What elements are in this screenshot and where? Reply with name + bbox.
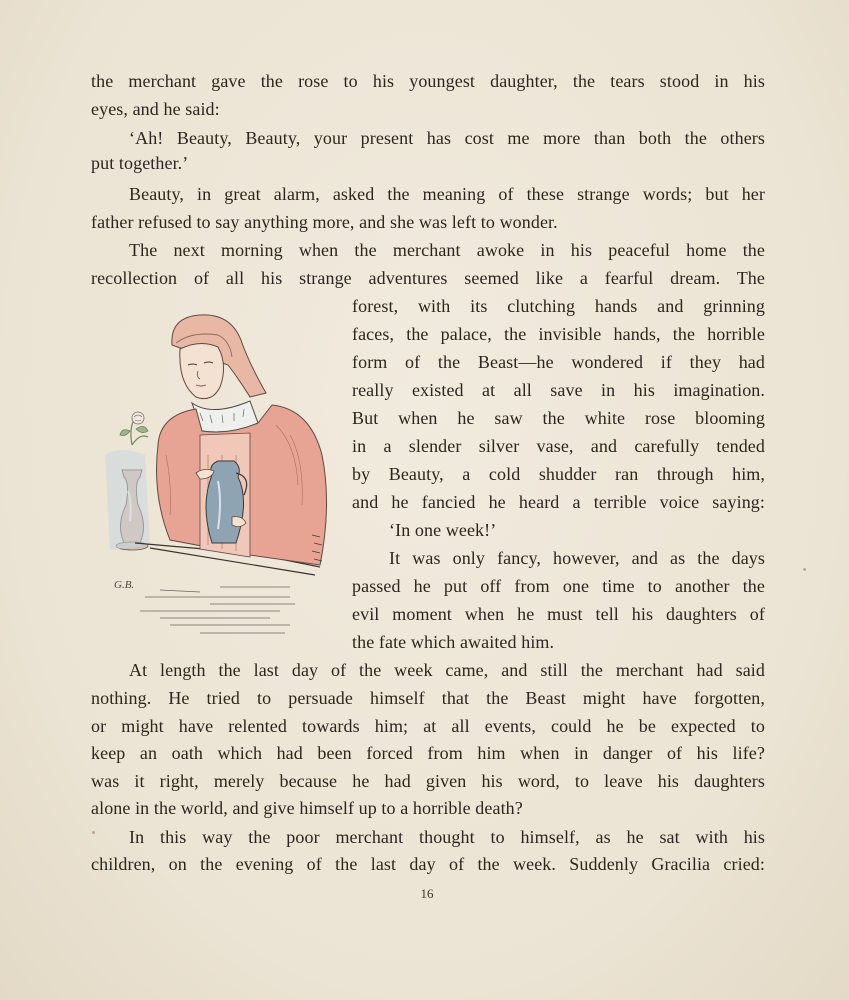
text-line: was it right, merely because he had given his word, to leave his daughters: [91, 771, 765, 791]
text-line: nothing. He tried to persuade himself that the Beast might have forgotten,: [91, 688, 765, 708]
text-line: ‘Ah! Beauty, Beauty, your present has cost me more than both the others: [129, 128, 765, 148]
text-line: by Beauty, a cold shudder ran through him,: [352, 464, 765, 484]
text-line: and he fancied he heard a terrible voice saying:: [352, 492, 765, 512]
illustrator-signature: G.B.: [114, 579, 135, 591]
text-line: form of the Beast—he wondered if they had: [352, 352, 765, 372]
text-line: the merchant gave the rose to his youngest daughter, the tears stood in his: [91, 71, 765, 91]
paper-speck: [803, 568, 806, 571]
text-line: or might have relented towards him; at all events, could he be expected to: [91, 716, 765, 736]
text-line: children, on the evening of the last day of the week. Suddenly Gracilia cried:: [91, 854, 765, 874]
text-line: It was only fancy, however, and as the days: [389, 548, 765, 568]
ground-hatching-icon: [140, 587, 295, 633]
text-line: alone in the world, and give himself up to a horrible death?: [91, 798, 523, 818]
text-line: In this way the poor merchant thought to himself, as he sat with his: [129, 827, 765, 847]
text-line: put together.’: [91, 153, 189, 173]
paper-speck: [92, 831, 95, 834]
text-line: Beauty, in great alarm, asked the meaning of these strange words; but her: [129, 184, 765, 204]
text-line: eyes, and he said:: [91, 99, 220, 119]
page-number: 16: [420, 886, 434, 901]
text-line: really existed at all save in his imagination.: [352, 380, 765, 400]
text-line: in a slender silver vase, and carefully tended: [352, 436, 765, 456]
text-line: evil moment when he must tell his daughters of: [352, 604, 765, 624]
text-line: ‘In one week!’: [389, 520, 497, 540]
text-line: passed he put off from one time to another the: [352, 576, 765, 596]
text-line: But when he saw the white rose blooming: [352, 408, 765, 428]
girl-figure-icon: [157, 315, 327, 565]
text-line: faces, the palace, the invisible hands, the horrible: [352, 324, 765, 344]
text-line: At length the last day of the week came, and still the merchant had said: [129, 660, 765, 680]
text-line: father refused to say anything more, and she was left to wonder.: [91, 212, 558, 232]
text-line: forest, with its clutching hands and grinning: [352, 296, 765, 316]
text-line: The next morning when the merchant awoke in his peaceful home the: [129, 240, 765, 260]
illustration-girl-with-rose: [100, 305, 335, 650]
text-line: recollection of all his strange adventures seemed like a fearful dream. The: [91, 268, 765, 288]
text-line: the fate which awaited him.: [352, 632, 555, 652]
text-line: keep an oath which had been forced from him when in danger of his life?: [91, 743, 765, 763]
